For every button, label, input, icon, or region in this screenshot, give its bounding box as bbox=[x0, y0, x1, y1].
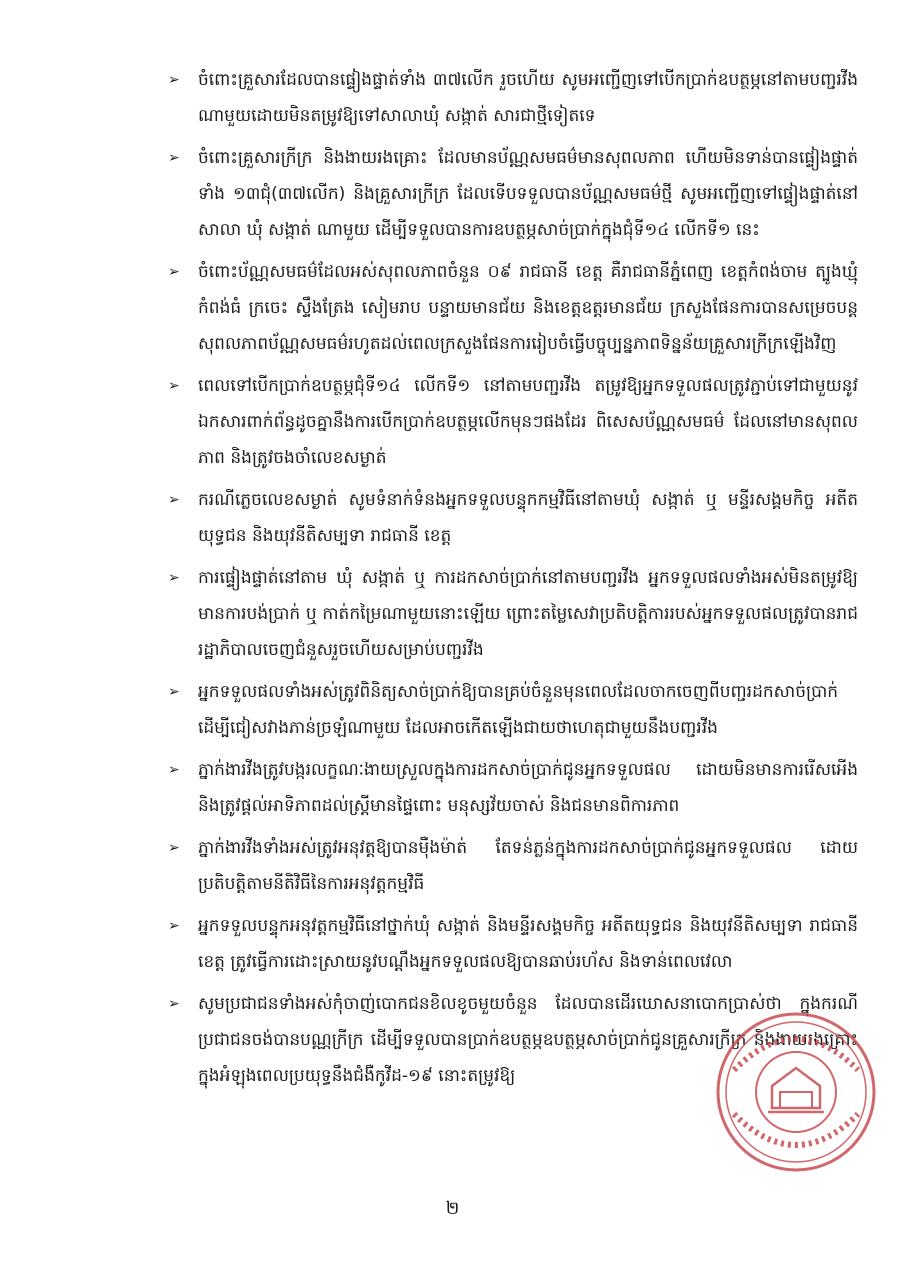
bullet-text: ភ្នាក់ងារវីងទាំងអស់ត្រូវអនុវត្តឱ្យបានម៉ឺងម៉ាត់ តែទន់ភ្លន់ក្នុងការដកសាច់ប្រាក់ជូនអ្នកទទួលផល ដោយប្រតិបត្តិតាមនីតិវិធីនៃការអនុវត្តកម្មវិធី bbox=[198, 838, 858, 894]
list-item bbox=[168, 368, 858, 476]
arrow-bullet-icon: ➢ bbox=[168, 840, 180, 856]
list-item bbox=[168, 254, 858, 362]
list-item bbox=[168, 908, 858, 980]
list-item bbox=[168, 482, 858, 554]
bullet-text: ពេលទៅបើកប្រាក់ឧបត្ថម្ភជុំទី១៤ លើកទី១ នៅតាមបញ្ជរវីង តម្រូវឱ្យអ្នកទទួលផលត្រូវភ្ជាប់ទៅជាមួយនូវឯកសារពាក់ព័ន្ធដូចគ្នានឹងការបើកប្រាក់ឧបត្ថម្ភលើកមុនៗផងដែរ ពិសេសប័ណ្ណសមធម៌ ដែលនៅមានសុពលភាព និងត្រូវចងចាំលេខសម្ងាត់ bbox=[198, 376, 858, 468]
seal-temple-door bbox=[780, 1092, 812, 1108]
official-seal-icon bbox=[712, 1008, 880, 1176]
bullet-list bbox=[168, 62, 858, 1100]
bullet-text: ការផ្ទៀងផ្ទាត់នៅតាម ឃុំ សង្កាត់ ឬ ការដកសាច់ប្រាក់នៅតាមបញ្ជរវីង អ្នកទទួលផលទាំងអស់មិនតម្រូវឱ្យមានការបង់ប្រាក់ ឬ កាត់កម្រៃណាមួយនោះឡើយ ព្រោះតម្លៃសេវាប្រតិបត្តិការរបស់អ្នកទទួលផលត្រូវបានរាជរដ្ឋាភិបាលចេញជំនួសរួចហើយសម្រាប់បញ្ជរវីង bbox=[198, 568, 858, 660]
arrow-bullet-icon: ➢ bbox=[168, 762, 180, 778]
seal-bottom-lettering-mark bbox=[734, 1114, 858, 1145]
bullet-text: ករណីភ្លេចលេខសម្ងាត់ សូមទំនាក់ទំនងអ្នកទទួលបន្ទុកកម្មវិធីនៅតាមឃុំ សង្កាត់ ឬ មន្ទីរសង្គមកិច្ច អតីតយុទ្ធជន និងយុវនីតិសម្បទា រាជធានី ខេត្ត bbox=[198, 490, 858, 546]
arrow-bullet-icon: ➢ bbox=[168, 570, 180, 586]
bullet-text: អ្នកទទួលផលទាំងអស់ត្រូវពិនិត្យសាច់ប្រាក់ឱ្យបានគ្រប់ចំនួនមុនពេលដែលចាកចេញពីបញ្ជរដកសាច់ប្រាក់ ដើម្បីជៀសវាងភាន់ច្រឡំណាមួយ ដែលអាចកើតឡើងជាយថាហេតុជាមួយនឹងបញ្ជរវីង bbox=[198, 682, 839, 738]
bullet-text: ភ្នាក់ងារវីងត្រូវបង្ករលក្ខណៈងាយស្រួលក្នុងការដកសាច់ប្រាក់ជូនអ្នកទទួលផល ដោយមិនមានការរើសអើង និងត្រូវផ្តល់អាទិភាពដល់ស្ត្រីមានផ្ទៃពោះ មនុស្សវ័យចាស់ និងជនមានពិការភាព bbox=[198, 760, 858, 816]
arrow-bullet-icon: ➢ bbox=[168, 72, 180, 88]
arrow-bullet-icon: ➢ bbox=[168, 684, 180, 700]
bullet-text: សូមប្រជាជនទាំងអស់កុំចាញ់បោកជនខិលខូចមួយចំនួន ដែលបានដើរឃោសនាបោកប្រាស់ថា ក្នុងករណីប្រជាជនចង់បានបណ្ណក្រីក្រ ដើម្បីទទួលបានប្រាក់ឧបត្ថម្ភឧបត្ថម្ភសាច់ប្រាក់ជូនគ្រួសារក្រីក្រ និងងាយរងគ្រោះក្នុងអំឡុងពេលប្រយុទ្ធនឹងជំងឺកូវីដ-១៩ នោះតម្រូវឱ្យ bbox=[198, 994, 858, 1086]
list-item bbox=[168, 140, 858, 248]
page-number: ២ bbox=[445, 1198, 460, 1219]
bullet-text: ចំពោះប័ណ្ណសមធម៌ដែលអស់សុពលភាពចំនួន ០៩ រាជធានី ខេត្ត គឺរាជធានីភ្នំពេញ ខេត្តកំពង់ចាម ត្បូងឃ្មុំ កំពង់ធំ ក្រចេះ ស្ទឹងត្រែង សៀមរាប បន្ទាយមានជ័យ និងខេត្តឧត្តរមានជ័យ ក្រសួងផែនការបានសម្រេចបន្តសុពលភាពប័ណ្ណសមធម៌រហូតដល់ពេលក្រសួងផែនការរៀបចំធ្វើបច្ចុប្បន្នភាពទិន្នន័យគ្រួសារក្រីក្រឡើងវិញ bbox=[198, 262, 858, 354]
list-item bbox=[168, 830, 858, 902]
arrow-bullet-icon: ➢ bbox=[168, 918, 180, 934]
list-item bbox=[168, 752, 858, 824]
list-item bbox=[168, 560, 858, 668]
arrow-bullet-icon: ➢ bbox=[168, 996, 180, 1012]
list-item bbox=[168, 674, 858, 746]
arrow-bullet-icon: ➢ bbox=[168, 264, 180, 280]
bullet-text: ចំពោះគ្រួសារក្រីក្រ និងងាយរងគ្រោះ ដែលមានប័ណ្ណសមធម៌មានសុពលភាព ហើយមិនទាន់បានផ្ទៀងផ្ទាត់ទាំង ១៣ជុំ(៣៧លើក) និងគ្រួសារក្រីក្រ ដែលទើបទទួលបានប័ណ្ណសមធម៌ថ្មី សូមអញ្ជើញទៅផ្ទៀងផ្ទាត់នៅសាលា ឃុំ សង្កាត់ ណាមួយ ដើម្បីទទួលបានការឧបត្ថម្ភសាច់ប្រាក់ក្នុងជុំទី១៤ លើកទី១ នេះ bbox=[198, 148, 858, 240]
arrow-bullet-icon: ➢ bbox=[168, 150, 180, 166]
arrow-bullet-icon: ➢ bbox=[168, 492, 180, 508]
bullet-text: អ្នកទទួលបន្ទុកអនុវត្តកម្មវិធីនៅថ្នាក់ឃុំ សង្កាត់ និងមន្ទីរសង្គមកិច្ច អតីតយុទ្ធជន និងយុវនីតិសម្បទា រាជធានីខេត្ត ត្រូវធ្វើការដោះស្រាយនូវបណ្តឹងអ្នកទទួលផលឱ្យបានឆាប់រហ័ស និងទាន់ពេលវេលា bbox=[198, 916, 858, 972]
arrow-bullet-icon: ➢ bbox=[168, 378, 180, 394]
seal-top-lettering-mark bbox=[734, 1039, 858, 1070]
bullet-text: ចំពោះគ្រួសារដែលបានផ្ទៀងផ្ទាត់ទាំង ៣៧លើក រួចហើយ សូមអញ្ជើញទៅបើកប្រាក់ឧបត្ថម្ភនៅតាមបញ្ជរវីងណាមួយដោយមិនតម្រូវឱ្យទៅសាលាឃុំ សង្កាត់ សារជាថ្មីទៀតទេ bbox=[198, 70, 858, 126]
list-item bbox=[168, 62, 858, 134]
